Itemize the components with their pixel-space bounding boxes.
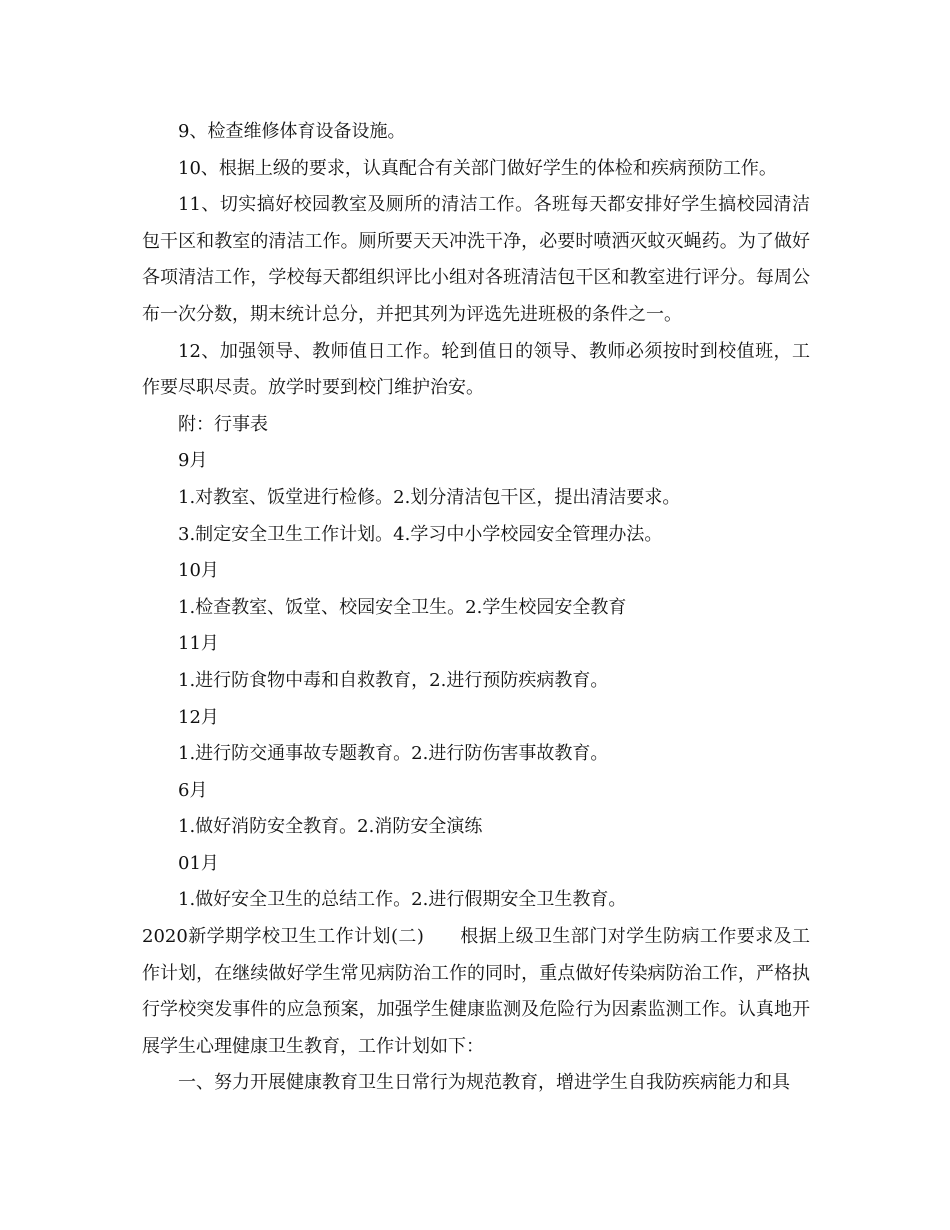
june-items: 1.做好消防安全教育。2.消防安全演练 — [178, 816, 483, 838]
november-items: 1.进行防食物中毒和自救教育，2.进行预防疾病教育。 — [178, 669, 609, 691]
month-december: 12月 — [178, 706, 219, 728]
january-items: 1.做好安全卫生的总结工作。2.进行假期安全卫生教育。 — [178, 889, 627, 911]
document-body — [142, 114, 810, 1102]
month-october: 10月 — [178, 560, 219, 582]
section-intro: 根据上级卫生部门对学生防病工作要求及工作计划，在继续做好学生常见病防治工作的同时，重点做好传染病防治工作，严格执行学校突发事件的应急预案，加强学生健康监测及危险行为因素监测工作。认真地开展学生心理健康卫生教育，工作计划如下： — [142, 926, 810, 1057]
september-item-1: 1.对教室、饭堂进行检修。2.划分清洁包干区，提出清洁要求。 — [178, 486, 681, 508]
section-title: 2020新学期学校卫生工作计划(二) — [142, 926, 424, 948]
month-january: 01月 — [178, 852, 219, 874]
month-september: 9月 — [178, 450, 208, 472]
month-june: 6月 — [178, 779, 208, 801]
paragraph-10: 10、根据上级的要求，认真配合有关部门做好学生的体检和疾病预防工作。 — [178, 157, 777, 179]
appendix-heading: 附：行事表 — [178, 413, 268, 435]
september-item-2: 3.制定安全卫生工作计划。4.学习中小学校园安全管理办法。 — [178, 523, 663, 545]
paragraph-12: 12、加强领导、教师值日工作。轮到值日的领导、教师必须按时到校值班，工作要尽职尽责。放学时要到校门维护治安。 — [142, 340, 810, 399]
december-items: 1.进行防交通事故专题教育。2.进行防伤害事故教育。 — [178, 743, 609, 765]
october-items: 1.检查教室、饭堂、校园安全卫生。2.学生校园安全教育 — [178, 596, 627, 618]
section-item-1: 一、努力开展健康教育卫生日常行为规范教育，增进学生自我防疾病能力和具 — [178, 1072, 790, 1094]
paragraph-9: 9、检查维修体育设备设施。 — [178, 121, 406, 142]
paragraph-11: 11、切实搞好校园教室及厕所的清洁工作。各班每天都安排好学生搞校园清洁包干区和教室的清洁工作。厕所要天天冲洗干净，必要时喷洒灭蚊灭蝇药。为了做好各项清洁工作，学校每天都组织评比小组对各班清洁包干区和教室进行评分。每周公布一次分数，期末统计总分，并把其列为评选先进班极的条件之一。 — [142, 194, 810, 325]
section-paragraph — [142, 919, 810, 1065]
month-november: 11月 — [178, 633, 219, 655]
